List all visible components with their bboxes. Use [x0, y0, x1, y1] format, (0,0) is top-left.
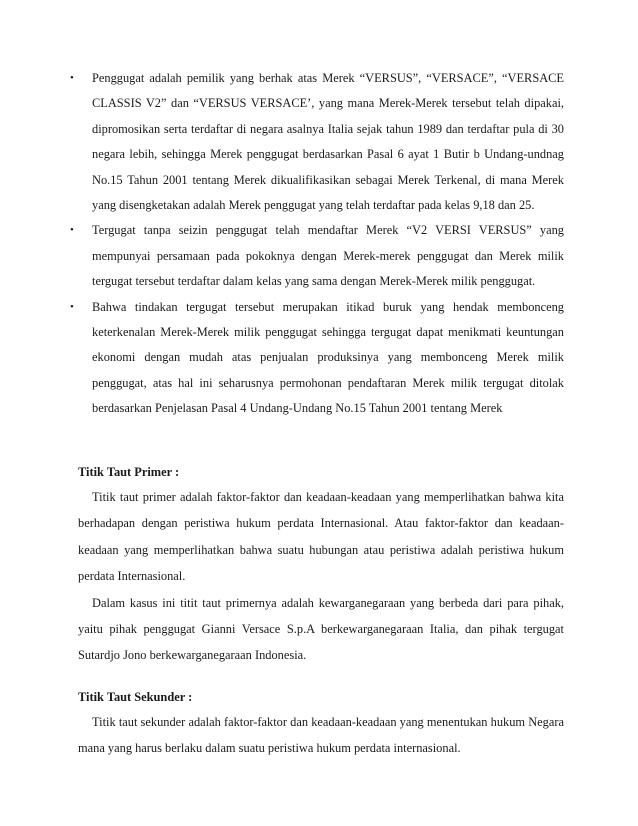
bullet-dot-icon: • [70, 72, 74, 84]
bullet-item [70, 218, 564, 294]
bullet-dot-icon: • [70, 300, 74, 313]
paragraph: Dalam kasus ini titit taut primernya adalah kewarganegaraan yang berbeda dari para pihak, yaitu pihak penggugat Gianni Versace S.p.A berkewarganegaraan Italia, dan pihak tergugat Sutardjo Jono berkewarganegaraan Indonesia. [78, 595, 564, 663]
bullet-text: Tergugat tanpa seizin penggugat telah mendaftar Merek “V2 VERSI VERSUS” yang mempunyai persamaan pada pokoknya dengan Merek-merek penggugat dan Merek milik tergugat tersebut terdaftar dalam kelas yang sama dengan Merek-Merek milik penggugat. [92, 223, 564, 289]
section-heading: Titik Taut Sekunder : [78, 690, 193, 704]
section-heading: Titik Taut Primer : [78, 465, 180, 479]
paragraph: Titik taut sekunder adalah faktor-faktor dan keadaan-keadaan yang menentukan hukum Negara mana yang harus berlaku dalam suatu peristiwa hukum perdata internasional. [78, 715, 564, 756]
bullet-list [70, 66, 564, 422]
bullet-text: Bahwa tindakan tergugat tersebut merupakan itikad buruk yang hendak membonceng keterkenalan Merek-Merek milik penggugat sehingga tergugat dapat menikmati keuntungan ekonomi dengan mudah atas penjualan produksinya yang membonceng Merek milik penggugat, atas hal ini seharusnya permohonan pendaftaran Merek milik tergugat ditolak berdasarkan Penjelasan Pasal 4 Undang-Undang No.15 Tahun 2001 tentang Merek [92, 299, 564, 416]
bullet-dot-icon: • [70, 224, 74, 237]
bullet-text: Penggugat adalah pemilik yang berhak atas Merek “VERSUS”, “VERSACE”, “VERSACE CLASSIS V2” dan “VERSUS VERSACE’, yang mana Merek-Merek tersebut telah dipakai, dipromosikan serta terdaftar di negara asalnya Italia sejak tahun 1989 dan terdaftar pula di 30 negara lebih, sehingga Merek penggugat berdasarkan Pasal 6 ayat 1 Butir b Undang-undnag No.15 Tahun 2001 tentang Merek dikualifikasikan sebagai Merek Terkenal, di mana Merek yang disengketakan adalah Merek penggugat yang telah terdaftar pada kelas 9,18 dan 25. [92, 71, 564, 213]
section-titik-taut-sekunder [78, 685, 564, 762]
section-titik-taut-primer [78, 460, 564, 669]
paragraph: Titik taut primer adalah faktor-faktor dan keadaan-keadaan yang memperlihatkan bahwa kita berhadapan dengan peristiwa hukum perdata Internasional. Atau faktor-faktor dan keadaan-keadaan yang memperlihatkan bahwa suatu hubungan atau peristiwa adalah peristiwa hukum perdata Internasional. [78, 490, 564, 584]
bullet-item [70, 66, 564, 218]
bullet-item [70, 295, 564, 422]
